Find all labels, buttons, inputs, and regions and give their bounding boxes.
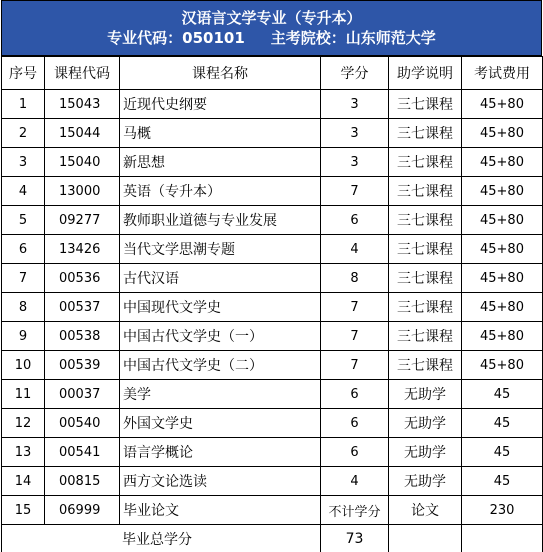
tutoring-note: 无助学 bbox=[389, 409, 462, 438]
table-row bbox=[2, 206, 543, 235]
table-row bbox=[2, 351, 543, 380]
exam-fee: 45 bbox=[462, 409, 543, 438]
tutoring-note: 无助学 bbox=[389, 380, 462, 409]
tutoring-note: 三七课程 bbox=[389, 148, 462, 177]
row-number: 10 bbox=[2, 351, 45, 380]
column-header: 课程代码 bbox=[45, 57, 120, 90]
major-code: 专业代码：050101 bbox=[107, 29, 245, 47]
tutoring-note: 三七课程 bbox=[389, 177, 462, 206]
tutoring-note: 三七课程 bbox=[389, 235, 462, 264]
exam-fee: 45+80 bbox=[462, 119, 543, 148]
course-name: 语言学概论 bbox=[120, 438, 321, 467]
tutoring-note: 无助学 bbox=[389, 467, 462, 496]
exam-fee: 45+80 bbox=[462, 235, 543, 264]
tutoring-note: 论文 bbox=[389, 496, 462, 525]
table-row bbox=[2, 119, 543, 148]
course-credit: 6 bbox=[321, 438, 389, 467]
course-name: 当代文学思潮专题 bbox=[120, 235, 321, 264]
course-name: 中国古代文学史（一） bbox=[120, 322, 321, 351]
course-code: 00541 bbox=[45, 438, 120, 467]
course-name: 西方文论选读 bbox=[120, 467, 321, 496]
course-name: 中国古代文学史（二） bbox=[120, 351, 321, 380]
row-number: 12 bbox=[2, 409, 45, 438]
exam-fee: 45+80 bbox=[462, 293, 543, 322]
table-row bbox=[2, 90, 543, 119]
course-code: 00536 bbox=[45, 264, 120, 293]
course-name: 美学 bbox=[120, 380, 321, 409]
row-number: 2 bbox=[2, 119, 45, 148]
table-row bbox=[2, 264, 543, 293]
table-body bbox=[2, 90, 543, 525]
course-name: 中国现代文学史 bbox=[120, 293, 321, 322]
course-code: 09277 bbox=[45, 206, 120, 235]
course-credit: 3 bbox=[321, 119, 389, 148]
tutoring-note: 三七课程 bbox=[389, 264, 462, 293]
course-code: 00539 bbox=[45, 351, 120, 380]
tutoring-note: 三七课程 bbox=[389, 119, 462, 148]
total-value: 73 bbox=[321, 525, 389, 552]
row-number: 9 bbox=[2, 322, 45, 351]
course-table bbox=[1, 56, 543, 552]
column-header: 考试费用 bbox=[462, 57, 543, 90]
course-code: 13426 bbox=[45, 235, 120, 264]
row-number: 7 bbox=[2, 264, 45, 293]
row-number: 5 bbox=[2, 206, 45, 235]
table-row bbox=[2, 148, 543, 177]
tutoring-note: 无助学 bbox=[389, 438, 462, 467]
course-name: 古代汉语 bbox=[120, 264, 321, 293]
exam-fee: 45+80 bbox=[462, 351, 543, 380]
course-code: 00537 bbox=[45, 293, 120, 322]
course-name: 外国文学史 bbox=[120, 409, 321, 438]
exam-school: 主考院校：山东师范大学 bbox=[270, 29, 436, 47]
course-name: 教师职业道德与专业发展 bbox=[120, 206, 321, 235]
table-row bbox=[2, 467, 543, 496]
row-number: 3 bbox=[2, 148, 45, 177]
row-number: 1 bbox=[2, 90, 45, 119]
exam-fee: 45 bbox=[462, 438, 543, 467]
course-credit: 7 bbox=[321, 351, 389, 380]
exam-fee: 45+80 bbox=[462, 177, 543, 206]
exam-fee: 45 bbox=[462, 467, 543, 496]
course-code: 13000 bbox=[45, 177, 120, 206]
course-name: 近现代史纲要 bbox=[120, 90, 321, 119]
tutoring-note: 三七课程 bbox=[389, 90, 462, 119]
table-row bbox=[2, 380, 543, 409]
column-header: 助学说明 bbox=[389, 57, 462, 90]
exam-fee: 45+80 bbox=[462, 322, 543, 351]
course-code: 06999 bbox=[45, 496, 120, 525]
course-code: 00815 bbox=[45, 467, 120, 496]
course-credit: 3 bbox=[321, 90, 389, 119]
exam-fee: 45+80 bbox=[462, 264, 543, 293]
exam-fee: 45+80 bbox=[462, 148, 543, 177]
table-row bbox=[2, 438, 543, 467]
total-label: 毕业总学分 bbox=[2, 525, 321, 552]
empty-cell bbox=[462, 525, 543, 552]
exam-fee: 45+80 bbox=[462, 206, 543, 235]
tutoring-note: 三七课程 bbox=[389, 206, 462, 235]
course-code: 00538 bbox=[45, 322, 120, 351]
course-code: 15043 bbox=[45, 90, 120, 119]
course-name: 英语（专升本） bbox=[120, 177, 321, 206]
exam-fee: 45 bbox=[462, 380, 543, 409]
sheet-title: 汉语言文学专业（专升本） bbox=[181, 9, 362, 27]
column-header: 序号 bbox=[2, 57, 45, 90]
course-credit: 7 bbox=[321, 322, 389, 351]
table-row bbox=[2, 322, 543, 351]
table-row bbox=[2, 235, 543, 264]
row-number: 14 bbox=[2, 467, 45, 496]
sheet-header bbox=[1, 0, 542, 56]
tutoring-note: 三七课程 bbox=[389, 322, 462, 351]
row-number: 6 bbox=[2, 235, 45, 264]
course-credit: 3 bbox=[321, 148, 389, 177]
row-number: 13 bbox=[2, 438, 45, 467]
tutoring-note: 三七课程 bbox=[389, 293, 462, 322]
sheet-subtitle bbox=[107, 28, 436, 48]
column-header: 学分 bbox=[321, 57, 389, 90]
course-credit: 4 bbox=[321, 235, 389, 264]
row-number: 8 bbox=[2, 293, 45, 322]
table-row bbox=[2, 293, 543, 322]
table-header-row bbox=[2, 57, 543, 90]
course-code: 00037 bbox=[45, 380, 120, 409]
row-number: 15 bbox=[2, 496, 45, 525]
course-name: 毕业论文 bbox=[120, 496, 321, 525]
empty-cell bbox=[389, 525, 462, 552]
row-number: 11 bbox=[2, 380, 45, 409]
course-credit: 4 bbox=[321, 467, 389, 496]
exam-fee: 230 bbox=[462, 496, 543, 525]
row-number: 4 bbox=[2, 177, 45, 206]
table-row bbox=[2, 496, 543, 525]
course-name: 马概 bbox=[120, 119, 321, 148]
course-code: 15044 bbox=[45, 119, 120, 148]
table-row bbox=[2, 177, 543, 206]
course-name: 新思想 bbox=[120, 148, 321, 177]
course-credit: 7 bbox=[321, 177, 389, 206]
course-credit: 6 bbox=[321, 409, 389, 438]
tutoring-note: 三七课程 bbox=[389, 351, 462, 380]
course-code: 15040 bbox=[45, 148, 120, 177]
course-code: 00540 bbox=[45, 409, 120, 438]
course-credit: 6 bbox=[321, 380, 389, 409]
course-credit: 7 bbox=[321, 293, 389, 322]
total-row bbox=[2, 525, 543, 552]
exam-fee: 45+80 bbox=[462, 90, 543, 119]
table-row bbox=[2, 409, 543, 438]
course-credit: 8 bbox=[321, 264, 389, 293]
course-credit: 6 bbox=[321, 206, 389, 235]
column-header: 课程名称 bbox=[120, 57, 321, 90]
course-credit: 不计学分 bbox=[321, 496, 389, 525]
